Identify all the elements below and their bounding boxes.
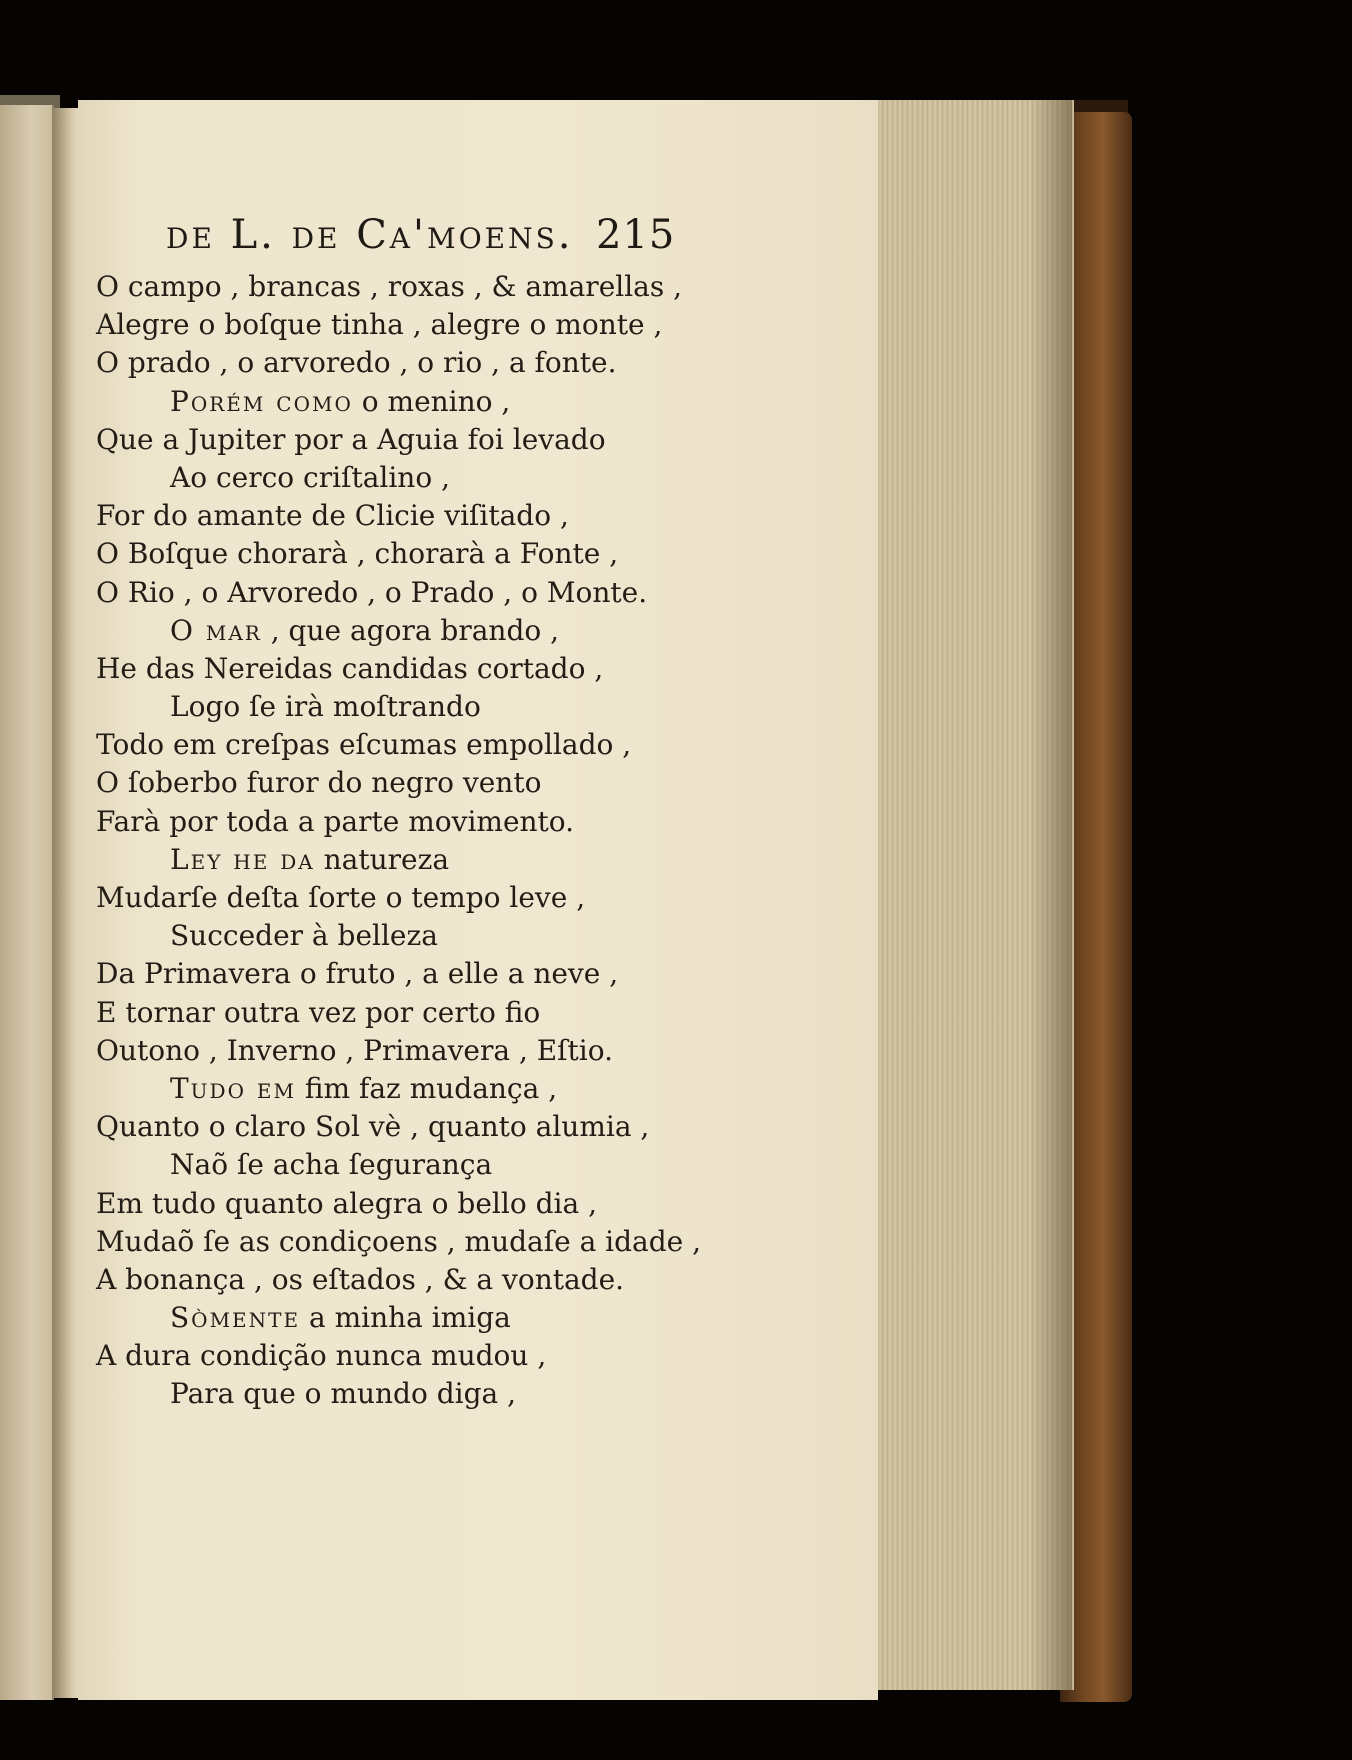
verse-line [96, 994, 696, 1032]
verse-line [96, 421, 696, 459]
verse-line-text: Mudaõ ſe as condiçoens , mudaſe a idade , [96, 1224, 702, 1258]
verse-text [96, 268, 702, 1414]
stanza-opening-words: Ley he da [170, 842, 315, 876]
verse-line-text: Da Primavera o fruto , a elle a neve , [96, 957, 619, 991]
page-number: 215 [596, 212, 676, 258]
verse-line-text: Que a Jupiter por a Aguia foi levado [96, 422, 606, 456]
running-head-title: de L. de Ca'moens. [166, 212, 574, 258]
verse-line [96, 1375, 696, 1413]
stanza-opening-words: Porém como [170, 384, 353, 418]
verse-line [96, 955, 696, 993]
verse-line-text: For do amante de Clicie viſitado , [96, 499, 569, 533]
verse-line-text: Farà por toda a parte movimento. [96, 804, 575, 838]
verse-line-text: A dura condição nunca mudou , [96, 1339, 547, 1373]
verse-line [96, 1108, 696, 1146]
verse-line [96, 306, 696, 344]
stanza-opening-words: Sòmente [170, 1301, 301, 1335]
page-block-shadow [1030, 100, 1072, 1690]
verse-line-text: Para que o mundo diga , [170, 1377, 517, 1411]
verse-line [96, 1299, 696, 1337]
book-gutter [52, 108, 80, 1698]
verse-line [96, 650, 696, 688]
verse-line-text: Alegre o boſque tinha , alegre o monte , [96, 308, 663, 342]
verse-line [96, 841, 696, 879]
verse-line [96, 459, 696, 497]
verse-line-text: E tornar outra vez por certo fio [96, 995, 541, 1029]
verse-line-text: Quanto o claro Sol vè , quanto alumia , [96, 1110, 650, 1144]
verse-line [96, 726, 696, 764]
verse-line [96, 1032, 696, 1070]
verse-line-text: a minha imiga [300, 1301, 511, 1335]
verse-line-text: A bonança , os eſtados , & a vontade. [96, 1262, 625, 1296]
verse-line [96, 1185, 696, 1223]
verse-line [96, 268, 696, 306]
verse-line-text: Naõ ſe acha ſegurança [170, 1148, 493, 1182]
verse-line-text: o menino , [352, 384, 511, 418]
left-page-edge [0, 105, 54, 1700]
verse-line-text: Outono , Inverno , Primavera , Eſtio. [96, 1033, 614, 1067]
verse-line [96, 1261, 696, 1299]
stanza-opening-words: O mar [170, 613, 262, 647]
verse-line [96, 803, 696, 841]
verse-line-text: O campo , brancas , roxas , & amarellas , [96, 270, 683, 303]
verse-line [96, 497, 696, 535]
verse-line-text: Em tudo quanto alegra o bello dia , [96, 1186, 597, 1220]
verse-line [96, 1337, 696, 1375]
verse-line-text: O Boſque chorarà , chorarà a Fonte , [96, 537, 619, 571]
verse-line [96, 1223, 702, 1261]
verse-line-text: Mudarſe deſta ſorte o tempo leve , [96, 881, 586, 914]
verse-line [96, 764, 696, 802]
verse-line-text: , que agora brando , [261, 613, 560, 647]
stanza-opening-words: Tudo em [170, 1071, 296, 1105]
verse-line [96, 344, 696, 382]
verse-line [96, 383, 696, 421]
verse-line [96, 1070, 696, 1108]
verse-line-text: O prado , o arvoredo , o rio , a fonte. [96, 346, 617, 380]
verse-line [96, 879, 696, 917]
verse-line-text: Logo ſe irà moſtrando [170, 690, 481, 724]
verse-line-text: O Rio , o Arvoredo , o Prado , o Monte. [96, 575, 648, 609]
verse-line [96, 535, 696, 573]
verse-line-text: Todo em creſpas eſcumas empollado , [96, 728, 632, 762]
verse-line-text: natureza [314, 842, 450, 876]
verse-line-text: fim faz mudança , [295, 1071, 558, 1105]
verse-line [96, 688, 696, 726]
verse-line-text: Succeder à belleza [170, 919, 438, 953]
verse-line-text: He das Nereidas candidas cortado , [96, 651, 604, 685]
verse-line-text: Ao cerco criſtalino , [170, 460, 450, 494]
verse-line [96, 612, 696, 650]
verse-line [96, 1146, 696, 1184]
verse-line [96, 917, 696, 955]
verse-line-text: O ſoberbo furor do negro vento [96, 766, 542, 800]
verse-line [96, 574, 696, 612]
